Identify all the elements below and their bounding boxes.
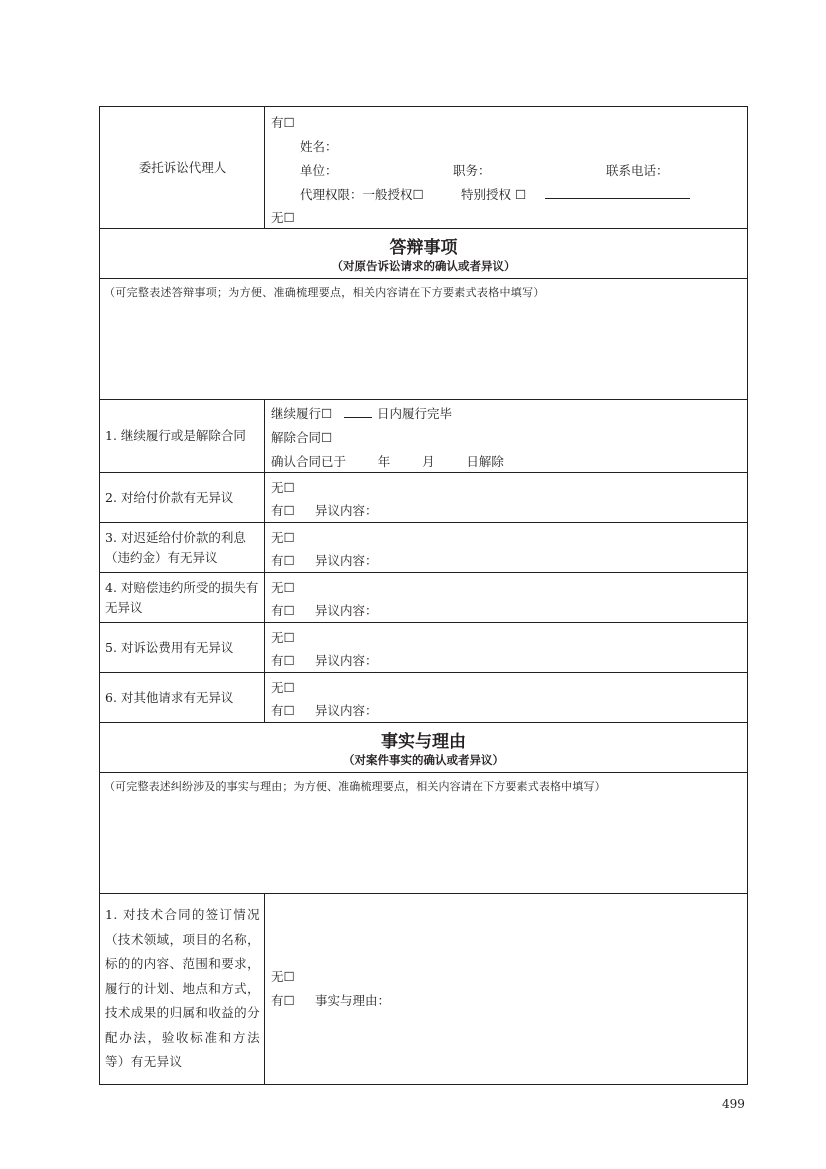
agent-position-field[interactable]: 职务： <box>453 163 491 178</box>
agent-special-authority-checkbox[interactable]: 特别授权 ☐ <box>461 187 527 202</box>
agent-label: 委托诉讼代理人 <box>100 107 265 228</box>
none-checkbox[interactable]: 无☐ <box>271 680 295 695</box>
defense-heading-row <box>100 229 747 279</box>
has-checkbox[interactable]: 有☐ <box>271 993 295 1008</box>
item-label: 1. 继续履行或是解除合同 <box>100 400 265 472</box>
item-label: 3. 对迟延给付价款的利息（违约金）有无异议 <box>100 523 265 572</box>
has-checkbox[interactable]: 有☐ <box>271 653 295 668</box>
item-litigation-fee-objection-row <box>100 623 747 673</box>
facts-note: （可完整表述纠纷涉及的事实与理由；为方便、准确梳理要点，相关内容请在下方要素式表格中填写） <box>104 780 606 793</box>
none-checkbox[interactable]: 无☐ <box>271 580 295 595</box>
agent-row <box>100 107 747 229</box>
page-number: 499 <box>722 1097 745 1111</box>
continue-performance-checkbox[interactable]: 继续履行☐ <box>271 406 333 421</box>
special-authority-blank[interactable] <box>545 187 690 199</box>
objection-content-field[interactable]: 异议内容： <box>315 703 378 718</box>
defense-title: 答辩事项 <box>389 238 458 258</box>
none-checkbox[interactable]: 无☐ <box>271 969 295 984</box>
facts-title: 事实与理由 <box>381 732 466 752</box>
agent-general-authority-checkbox[interactable]: 代理权限：一般授权☐ <box>300 187 424 202</box>
facts-heading-row <box>100 723 747 773</box>
objection-content-field[interactable]: 异议内容： <box>315 503 378 518</box>
facts-free-text-row[interactable] <box>100 773 747 894</box>
facts-reason-field[interactable]: 事实与理由： <box>315 993 391 1008</box>
termination-date-field[interactable]: 确认合同已于 年 月 日解除 <box>271 454 504 469</box>
item-other-claims-objection-row <box>100 673 747 723</box>
none-checkbox[interactable]: 无☐ <box>271 480 295 495</box>
defense-note: （可完整表述答辩事项；为方便、准确梳理要点，相关内容请在下方要素式表格中填写） <box>104 286 545 299</box>
has-checkbox[interactable]: 有☐ <box>271 503 295 518</box>
days-completion-text: 日内履行完毕 <box>377 406 453 421</box>
days-blank[interactable] <box>344 406 372 418</box>
defense-subtitle: （对原告诉讼请求的确认或者异议） <box>331 259 516 273</box>
terminate-contract-checkbox[interactable]: 解除合同☐ <box>271 430 333 445</box>
item-continue-or-terminate-row <box>100 400 747 473</box>
item-label: 4. 对赔偿违约所受的损失有无异议 <box>100 573 265 622</box>
agent-none-checkbox[interactable]: 无☐ <box>271 210 295 225</box>
objection-content-field[interactable]: 异议内容： <box>315 553 378 568</box>
agent-phone-field[interactable]: 联系电话： <box>606 163 669 178</box>
has-checkbox[interactable]: 有☐ <box>271 703 295 718</box>
defense-free-text-row[interactable] <box>100 279 747 400</box>
none-checkbox[interactable]: 无☐ <box>271 630 295 645</box>
facts-subtitle: （对案件事实的确认或者异议） <box>343 753 504 767</box>
agent-details <box>265 107 747 228</box>
item-label: 5. 对诉讼费用有无异议 <box>100 623 265 672</box>
has-checkbox[interactable]: 有☐ <box>271 553 295 568</box>
agent-name-field[interactable]: 姓名： <box>300 139 338 154</box>
has-checkbox[interactable]: 有☐ <box>271 603 295 618</box>
item-interest-objection-row <box>100 523 747 573</box>
item-price-objection-row <box>100 473 747 523</box>
item-label: 1. 对技术合同的签订情况（技术领域，项目的名称，标的的内容、范围和要求，履行的计划、地点和方式，技术成果的归属和收益的分配办法，验收标准和方法等）有无异议 <box>100 894 265 1084</box>
facts-contract-signing-row <box>100 894 747 1084</box>
defense-form-table <box>99 106 748 1085</box>
objection-content-field[interactable]: 异议内容： <box>315 603 378 618</box>
item-label: 6. 对其他请求有无异议 <box>100 673 265 722</box>
item-label: 2. 对给付价款有无异议 <box>100 473 265 522</box>
none-checkbox[interactable]: 无☐ <box>271 530 295 545</box>
agent-unit-field[interactable]: 单位： <box>300 163 338 178</box>
agent-has-checkbox[interactable]: 有☐ <box>271 115 295 130</box>
objection-content-field[interactable]: 异议内容： <box>315 653 378 668</box>
item-damages-objection-row <box>100 573 747 623</box>
